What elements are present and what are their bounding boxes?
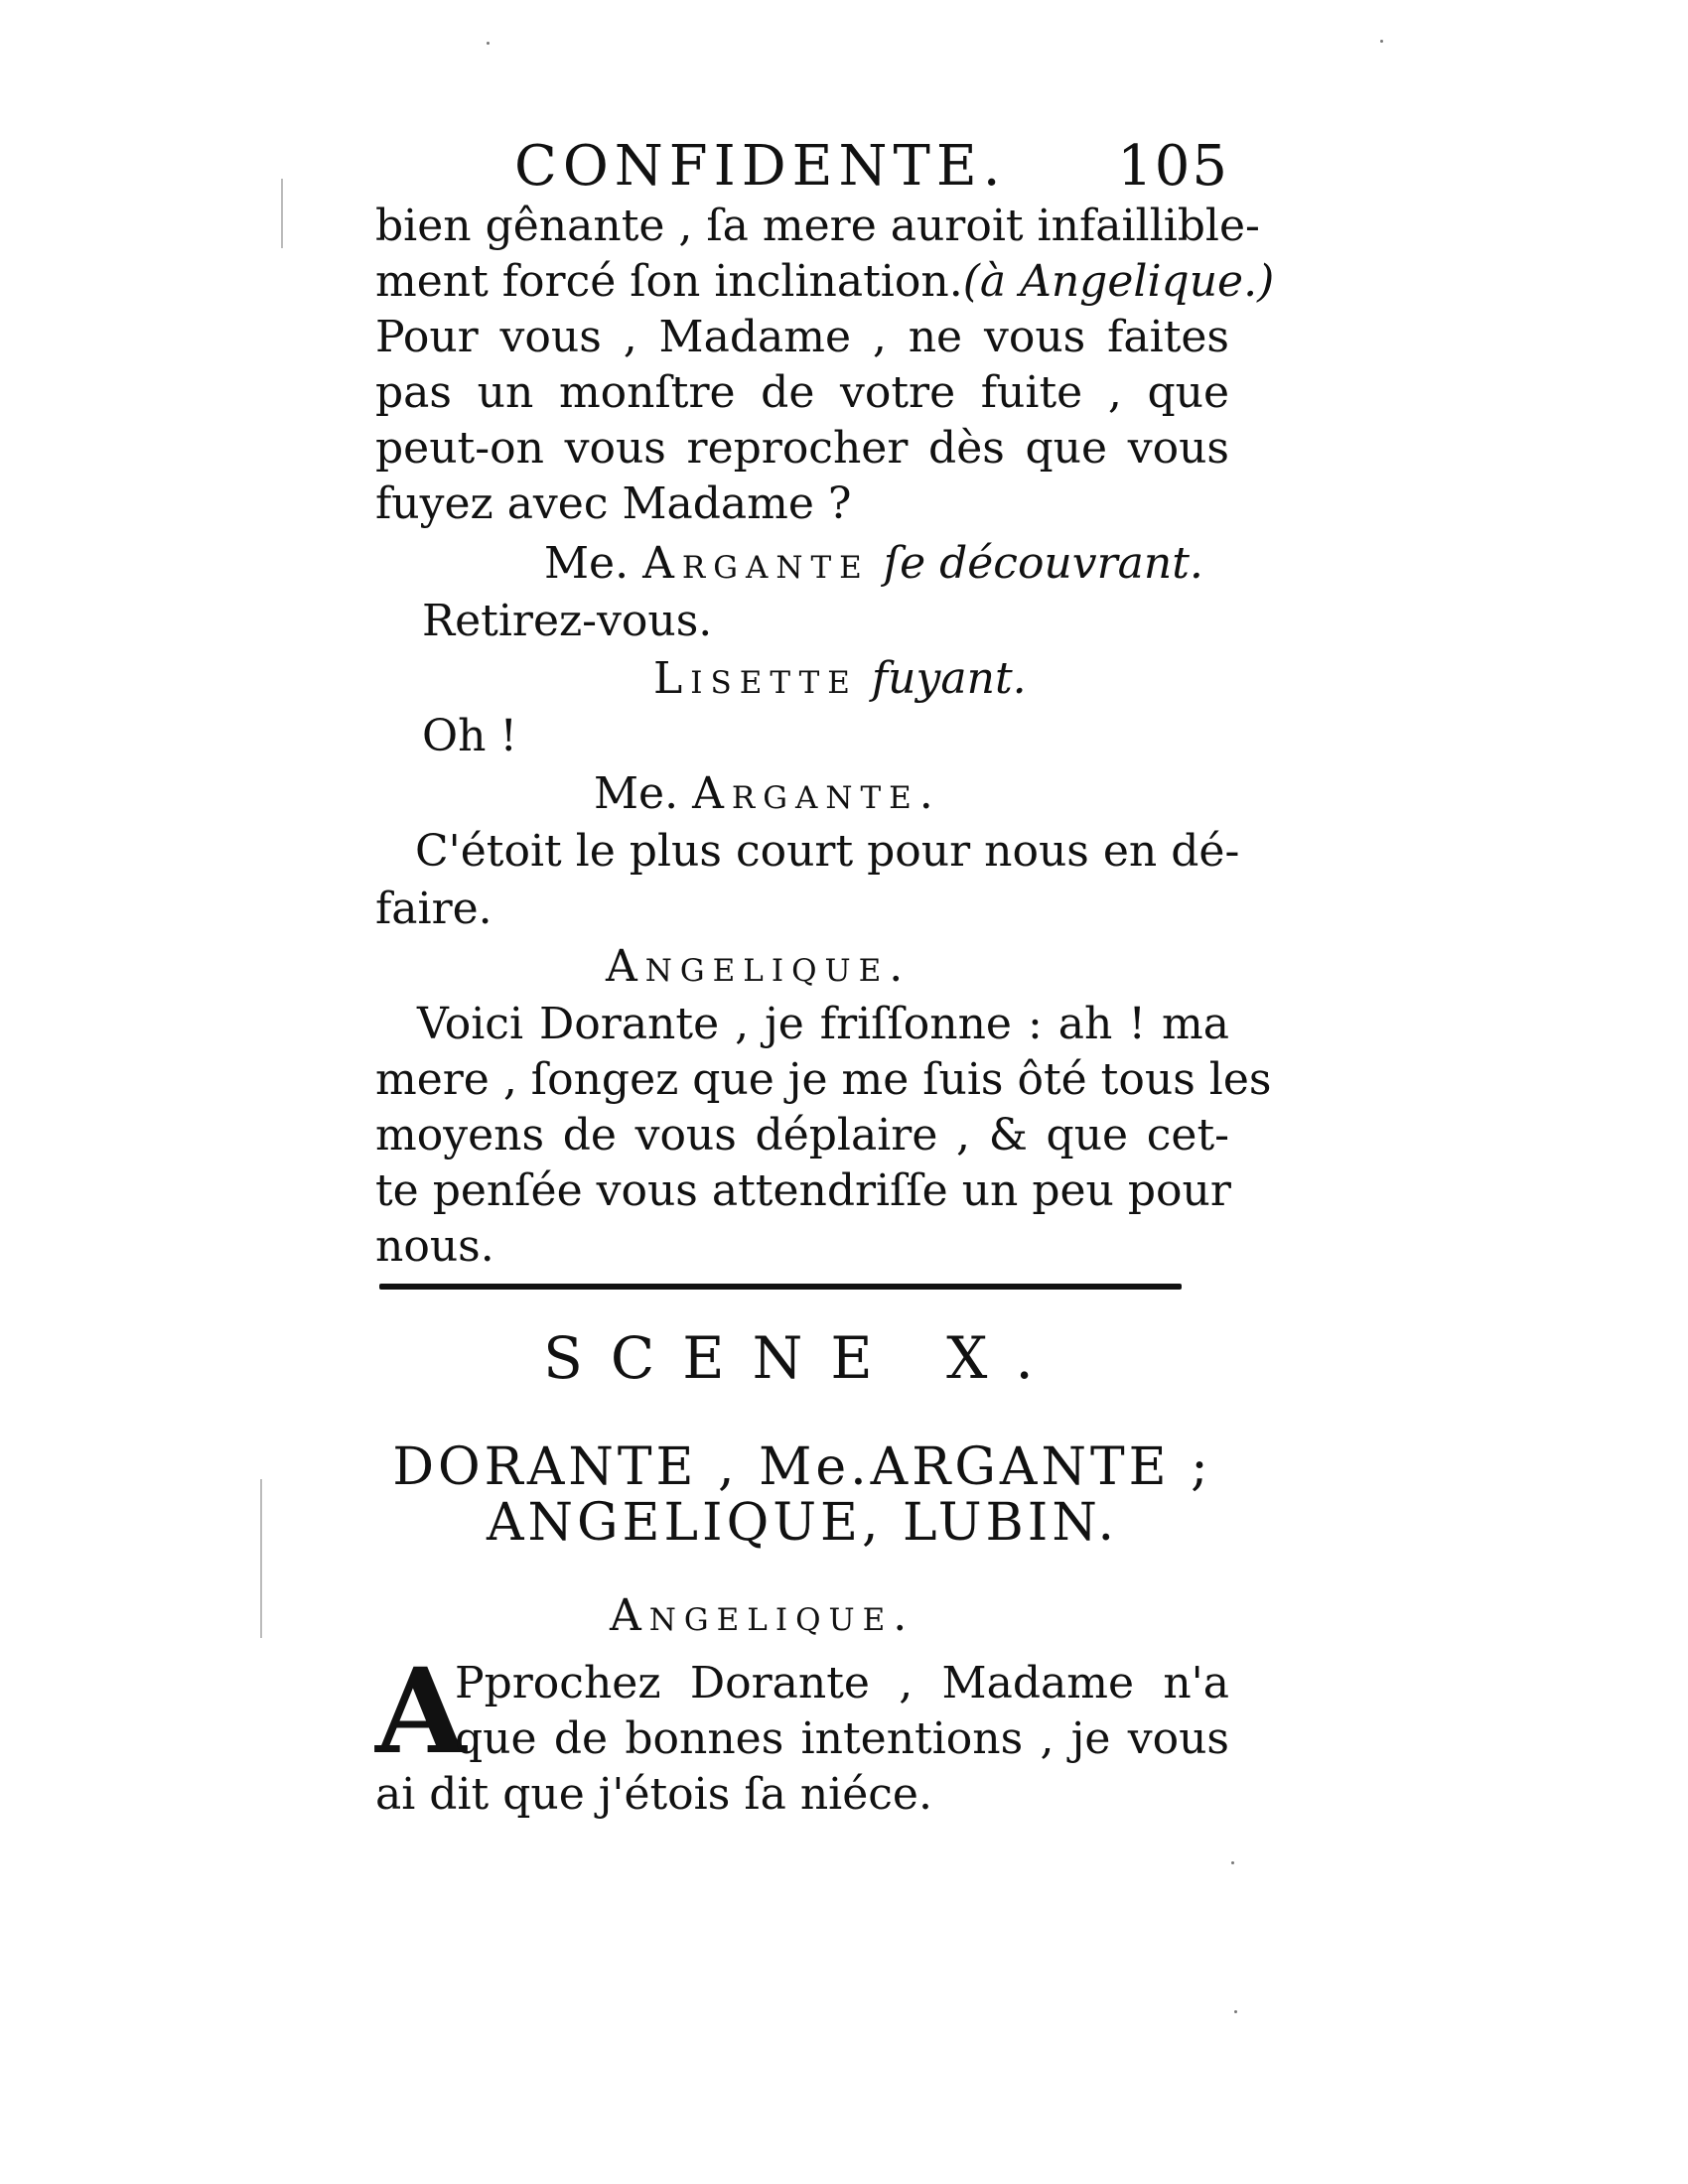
speaker-name: Angelique. bbox=[610, 1590, 915, 1641]
scene-title: SCENE X. bbox=[543, 1324, 1061, 1392]
text-line: mere , ſongez que je me ſuis ôté tous les bbox=[375, 1054, 1272, 1105]
text-line: faire. bbox=[375, 884, 492, 934]
speaker-heading bbox=[544, 536, 1203, 592]
speaker-name: Lisette bbox=[653, 653, 858, 704]
stage-direction: ſe découvrant. bbox=[883, 538, 1203, 589]
text-line: Retirez-vous. bbox=[422, 596, 713, 646]
text-line: fuyez avec Madame ? bbox=[375, 478, 852, 529]
scan-speck bbox=[1234, 2010, 1237, 2013]
scan-speck bbox=[487, 42, 490, 45]
text-line: Oh ! bbox=[422, 711, 518, 761]
text-line: nous. bbox=[375, 1221, 494, 1272]
text-line: ai dit que j'étois ſa niéce. bbox=[375, 1769, 932, 1820]
text-line-body: ment forcé ſon inclination. bbox=[375, 256, 963, 307]
speaker-heading bbox=[594, 766, 941, 822]
text-line: Pour vous , Madame , ne vous faites bbox=[375, 312, 1229, 362]
speaker-name: Angelique. bbox=[606, 941, 912, 992]
text-line: Pprochez Dorante , Madame n'a bbox=[455, 1658, 1229, 1708]
text-line: moyens de vous déplaire , & que cet- bbox=[375, 1110, 1229, 1160]
speaker-name: Argante. bbox=[692, 768, 941, 819]
speaker-heading bbox=[653, 651, 1027, 707]
text-line: peut-on vous reprocher dès que vous bbox=[375, 423, 1229, 474]
running-title: CONFIDENTE. bbox=[514, 134, 1007, 199]
text-line: te penſée vous attendriſſe un peu pour bbox=[375, 1165, 1231, 1216]
drop-cap: A bbox=[375, 1642, 467, 1780]
speaker-prefix: Me. bbox=[594, 768, 679, 819]
speaker-heading bbox=[606, 939, 911, 995]
scan-margin-mark bbox=[260, 1479, 262, 1638]
speaker-name: Argante bbox=[642, 538, 870, 589]
cast-list-line bbox=[375, 1439, 1229, 1495]
scan-speck bbox=[1380, 40, 1383, 43]
speaker-heading bbox=[610, 1588, 914, 1644]
page-number: 105 bbox=[1117, 134, 1229, 199]
speaker-prefix: Me. bbox=[544, 538, 630, 589]
cast-list-line: ANGELIQUE, LUBIN. bbox=[486, 1493, 1119, 1553]
scan-speck bbox=[1231, 1861, 1234, 1864]
text-line: Voici Dorante , je friſſonne : ah ! ma bbox=[417, 999, 1229, 1049]
cast-name: DORANTE , bbox=[392, 1437, 739, 1497]
text-line: pas un monſtre de votre fuite , que bbox=[375, 367, 1229, 418]
stage-direction: (à Angelique.) bbox=[962, 256, 1275, 307]
stage-direction: fuyant. bbox=[871, 653, 1027, 704]
text-line bbox=[375, 254, 1275, 310]
section-divider bbox=[379, 1284, 1182, 1290]
text-line: C'étoit le plus court pour nous en dé- bbox=[415, 826, 1240, 877]
text-line: bien gênante , ſa mere auroit infaillible- bbox=[375, 201, 1260, 251]
cast-prefix: Me. bbox=[759, 1437, 871, 1497]
text-line: que de bonnes intentions , je vous bbox=[455, 1713, 1229, 1764]
cast-name: ARGANTE ; bbox=[870, 1437, 1212, 1497]
scan-margin-mark bbox=[281, 179, 283, 248]
